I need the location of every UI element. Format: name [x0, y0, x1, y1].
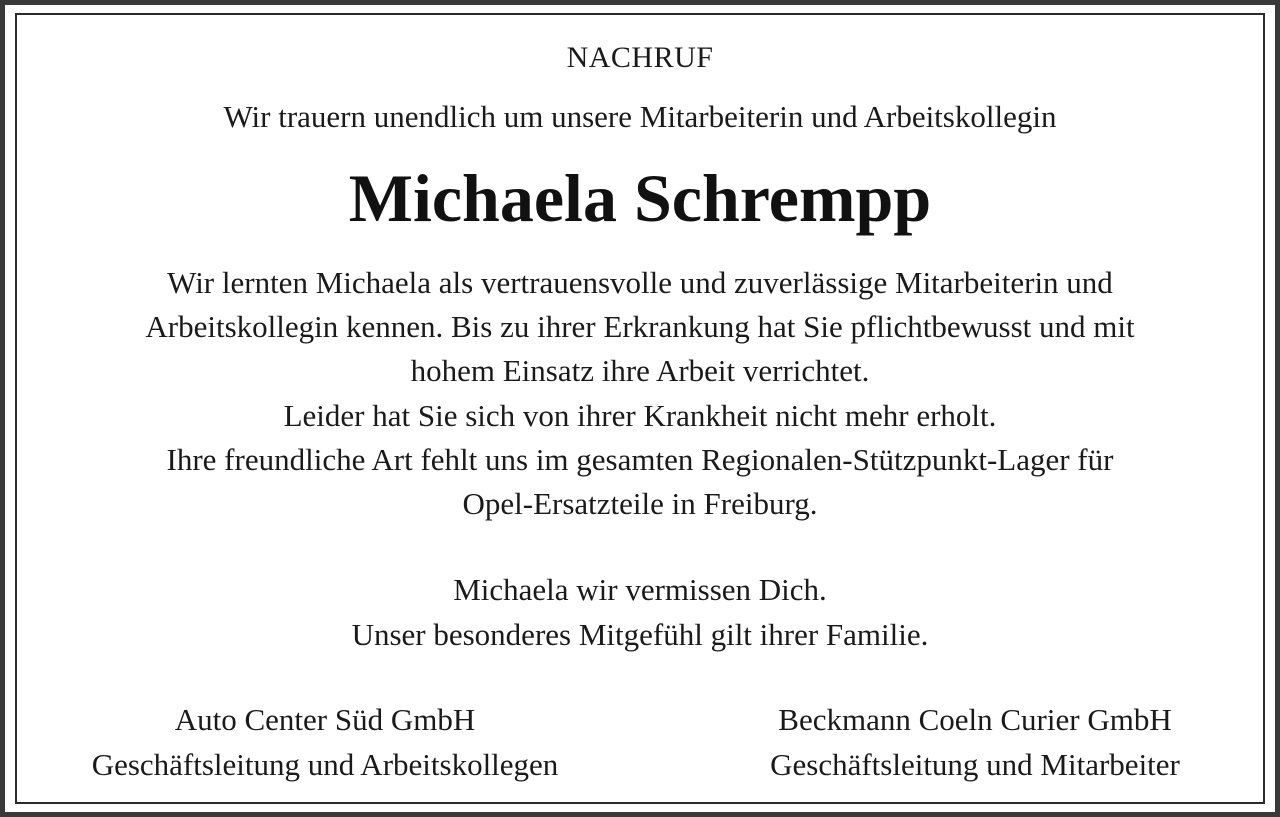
- tribute-line: Ihre freundliche Art fehlt uns im gesamten Regionalen-Stützpunkt-Lager für: [166, 441, 1114, 477]
- closing-line: Michaela wir vermissen Dich.: [453, 572, 827, 607]
- signature-subtitle: Geschäftsleitung und Mitarbeiter: [770, 747, 1180, 782]
- tribute-line: Opel-Ersatzteile in Freiburg.: [462, 486, 818, 522]
- intro-line: Wir trauern unendlich um unsere Mitarbeiterin und Arbeitskollegin: [223, 99, 1057, 134]
- tribute-line: Arbeitskollegin kennen. Bis zu ihrer Erkrankung hat Sie pflichtbewusst und mit: [145, 309, 1135, 345]
- tribute-line: Leider hat Sie sich von ihrer Krankheit nicht mehr erholt.: [283, 397, 997, 433]
- closing-line: Unser besonderes Mitgefühl gilt ihrer Familie.: [351, 617, 929, 652]
- tribute-text: [0, 261, 1280, 526]
- closing-text: [0, 567, 1280, 657]
- signature-company: Auto Center Süd GmbH: [174, 702, 476, 737]
- tribute-line: Wir lernten Michaela als vertrauensvolle und zuverlässige Mitarbeiterin und: [167, 265, 1113, 300]
- signature-left: [40, 697, 610, 787]
- signature-subtitle: Geschäftsleitung und Arbeitskollegen: [91, 747, 559, 782]
- deceased-name: Michaela Schrempp: [348, 160, 932, 236]
- signature-company: Beckmann Coeln Curier GmbH: [778, 702, 1172, 737]
- notice-heading: NACHRUF: [566, 41, 714, 74]
- signature-right: [690, 697, 1260, 787]
- tribute-line: hohem Einsatz ihre Arbeit verrichtet.: [410, 353, 870, 389]
